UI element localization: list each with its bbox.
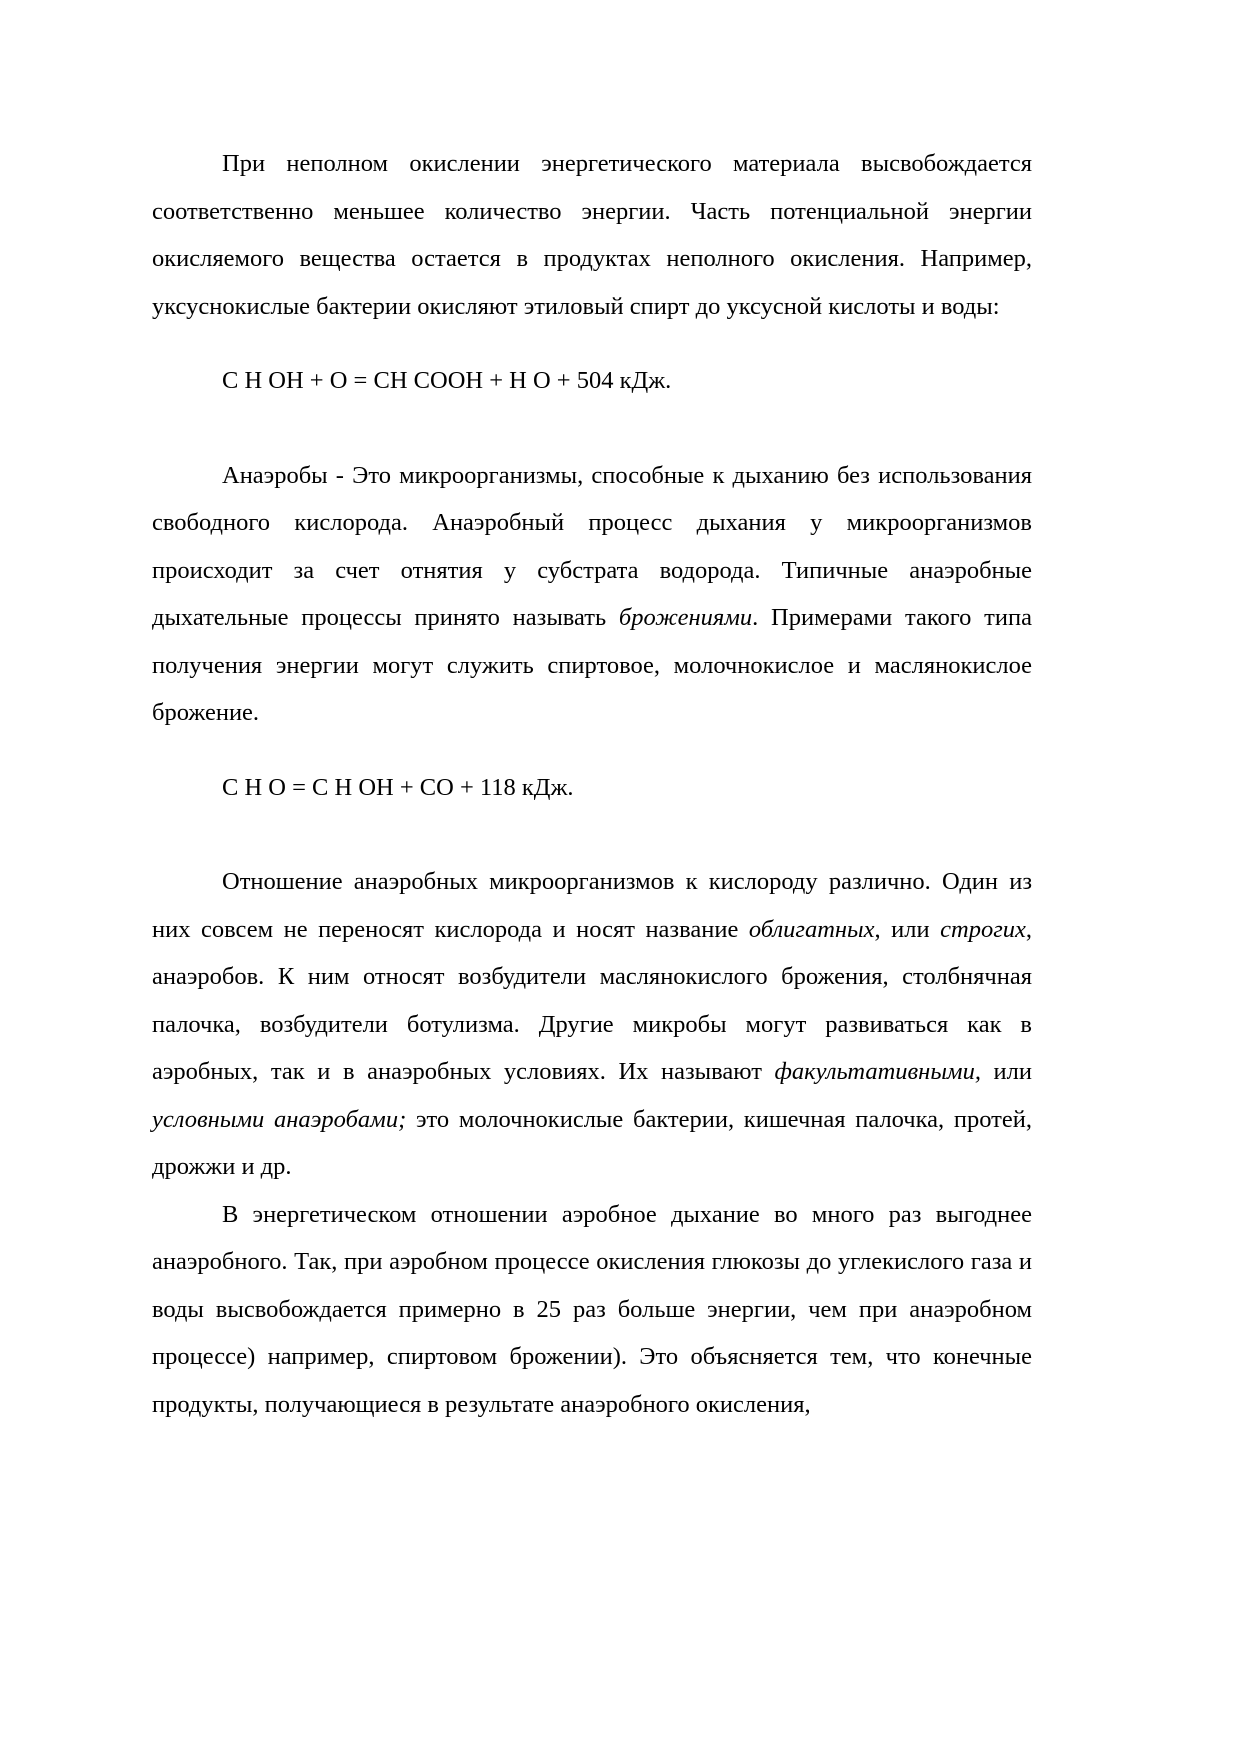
paragraph-oxygen-relation-seg4: или — [980, 1058, 1033, 1085]
paragraph-oxygen-relation-seg1: Отношение анаэробных микроорганизмов к кислороду различно. Один из них совсем не переносят кислорода и носят название — [152, 868, 1032, 943]
page-text-column — [152, 140, 1032, 1428]
italic-term-brozheniyami: брожениями — [618, 604, 753, 631]
paragraph-oxygen-relation-seg5: это молочнокислые бактерии, кишечная палочка, протей, дрожжи и др. — [152, 1105, 1032, 1180]
paragraph-anaerobes-lead: Анаэробы - Это микроорганизмы, способные к дыханию без использования свободного кислорода. Анаэробный процесс дыхания у микроорганизмов происходит за счет отнятия у субстрата водорода. Типичные анаэробные дыхательные процессы принято называть — [152, 461, 1032, 631]
italic-term-fakultativnymi: факультативными, — [774, 1058, 981, 1085]
italic-term-strogih: строгих — [940, 915, 1026, 943]
spacer-before-formula-1 — [152, 330, 1032, 357]
italic-term-obligatnyh: облигатных — [748, 915, 875, 943]
chemical-equation-fermentation: С Н О = С Н ОН + СО + 118 кДж. — [222, 773, 574, 801]
paragraph-energy-comparison: В энергетическом отношении аэробное дыхание во много раз выгоднее анаэробного. Так, при аэробном процессе окисления глюкозы до углекислого газа и воды высвобождается примерно в 25 раз больше энергии, чем при анаэробном процессе) например, спиртовом брожении). Это объясняется тем, что конечные продукты, получающиеся в результате анаэробного окисления, — [152, 1200, 1032, 1418]
paragraph-anaerobes — [152, 452, 1032, 737]
paragraph-oxygen-relation-seg2: , или — [874, 915, 941, 943]
spacer-before-formula-2 — [152, 737, 1032, 764]
paragraph-oxygen-relation — [152, 858, 1032, 1191]
paragraph-incomplete-oxidation: При неполном окислении энергетического материала высвобождается соответственно меньшее количество энергии. Часть потенциальной энергии окисляемого вещества остается в продуктах неполного окисления. Например, уксуснокислые бактерии окисляют этиловый спирт до уксусной кислоты и воды: — [152, 150, 1032, 320]
paragraph-anaerobes-tail: . Примерами такого типа получения энергии могут служить спиртовое, молочнокислое и маслянокислое брожение. — [152, 604, 1032, 726]
spacer-after-formula-1 — [152, 405, 1032, 452]
paragraph-oxygen-relation-seg3: , анаэробов. К ним относят возбудители маслянокислого брожения, столбнячная палочка, возбудители ботулизма. Другие микробы могут развиваться как в аэробных, так и в анаэробных условиях. Их называют — [152, 915, 1032, 1085]
spacer-after-formula-2 — [152, 811, 1032, 858]
chemical-equation-acetic-acid: С Н ОН + О = СН СООН + Н О + 504 кДж. — [222, 367, 672, 394]
italic-term-uslovnymi-anaerobami: условными анаэробами; — [152, 1105, 407, 1133]
